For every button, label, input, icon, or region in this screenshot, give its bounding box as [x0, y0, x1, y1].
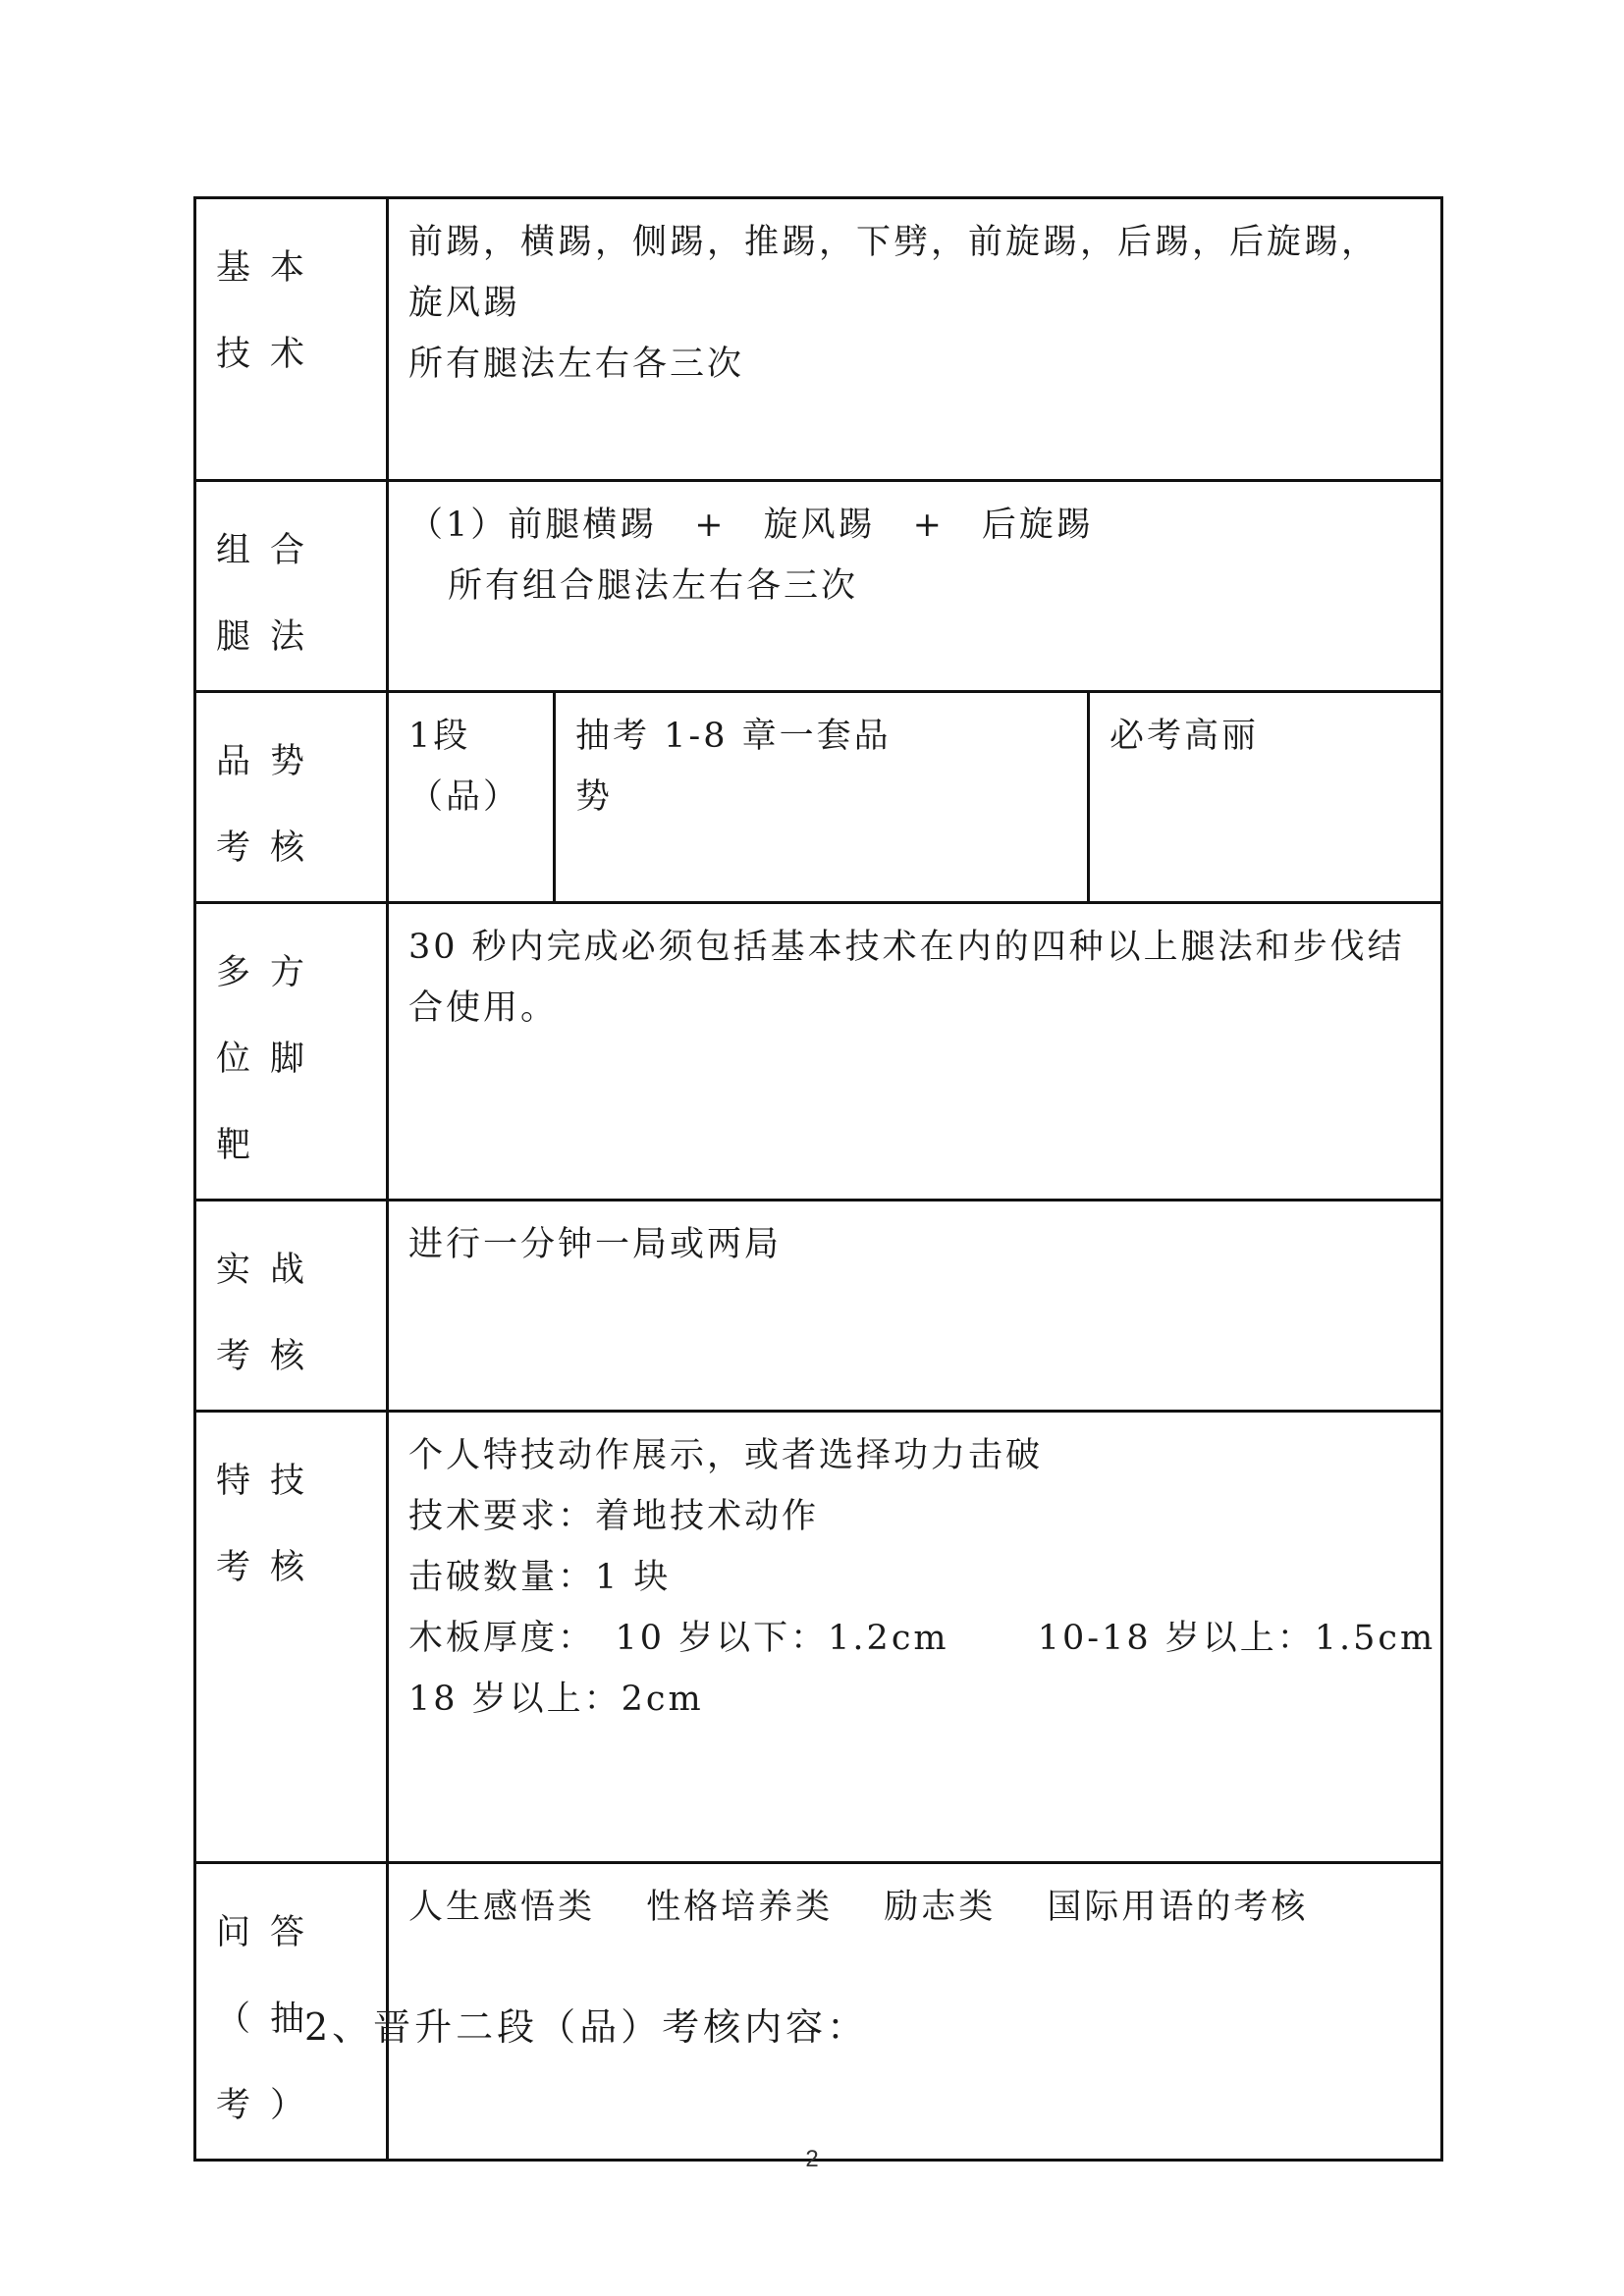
content-line: 技术要求：着地技术动作 [408, 1497, 820, 1536]
content-line: 所有组合腿法左右各三次 [448, 566, 859, 606]
content-line: 前踢，横踢，侧踢，推踢，下劈，前旋踢，后踢，后旋踢， [408, 223, 1380, 262]
content-line: 合使用。 [408, 988, 559, 1028]
row-label: 多方位脚靶 [195, 903, 388, 1201]
table-row [195, 1412, 1442, 1863]
draw-range: 抽考 1-8 章 [575, 717, 780, 756]
grade-number: 1 [408, 717, 434, 756]
section-heading: 2、晋升二段（品）考核内容： [304, 2005, 869, 2049]
row-content [388, 198, 1442, 481]
content-line: 所有腿法左右各三次 [408, 345, 745, 384]
row-label: 基本技术 [195, 198, 388, 481]
page-number: 2 [805, 2146, 819, 2172]
draw-set: 一套品 [779, 717, 892, 756]
row-content [388, 1201, 1442, 1412]
row-content [388, 903, 1442, 1201]
draw-cell [555, 692, 1089, 903]
grade-bottom: （品） [408, 777, 521, 817]
must-cell [1089, 692, 1442, 903]
content-line: 旋风踢 [408, 284, 521, 323]
exam-table [193, 196, 1443, 2162]
row-content [388, 481, 1442, 692]
grade-unit: 段 [433, 717, 471, 756]
grade-cell [388, 692, 555, 903]
must-text: 必考高丽 [1110, 717, 1260, 756]
row-label: 品势考核 [195, 692, 388, 903]
content-line: 18 岁以上：2cm [408, 1680, 704, 1719]
content-line: 人生感悟类 性格培养类 励志类 国际用语的考核 [408, 1888, 1309, 1927]
row-label: 实战考核 [195, 1201, 388, 1412]
table-row [195, 481, 1442, 692]
draw-bottom: 势 [575, 777, 614, 817]
content-line: 击破数量：1 块 [408, 1558, 672, 1597]
row-label: 问答（抽考） [195, 1863, 388, 2161]
content-line: （1）前腿横踢 + 旋风踢 + 后旋踢 [408, 506, 1094, 545]
row-content [388, 1412, 1442, 1863]
table-row [195, 198, 1442, 481]
table-row [195, 903, 1442, 1201]
content-line: 30 秒内完成必须包括基本技术在内的四种以上腿法和步伐结 [408, 928, 1405, 967]
row-label: 特技考核 [195, 1412, 388, 1863]
content-line: 进行一分钟一局或两局 [408, 1225, 783, 1264]
row-label: 组合腿法 [195, 481, 388, 692]
content-line: 木板厚度： 10 岁以下：1.2cm 10-18 岁以上：1.5cm [408, 1619, 1436, 1658]
table-row [195, 1201, 1442, 1412]
content-line: 个人特技动作展示，或者选择功力击破 [408, 1436, 1044, 1475]
table-row [195, 692, 1442, 903]
